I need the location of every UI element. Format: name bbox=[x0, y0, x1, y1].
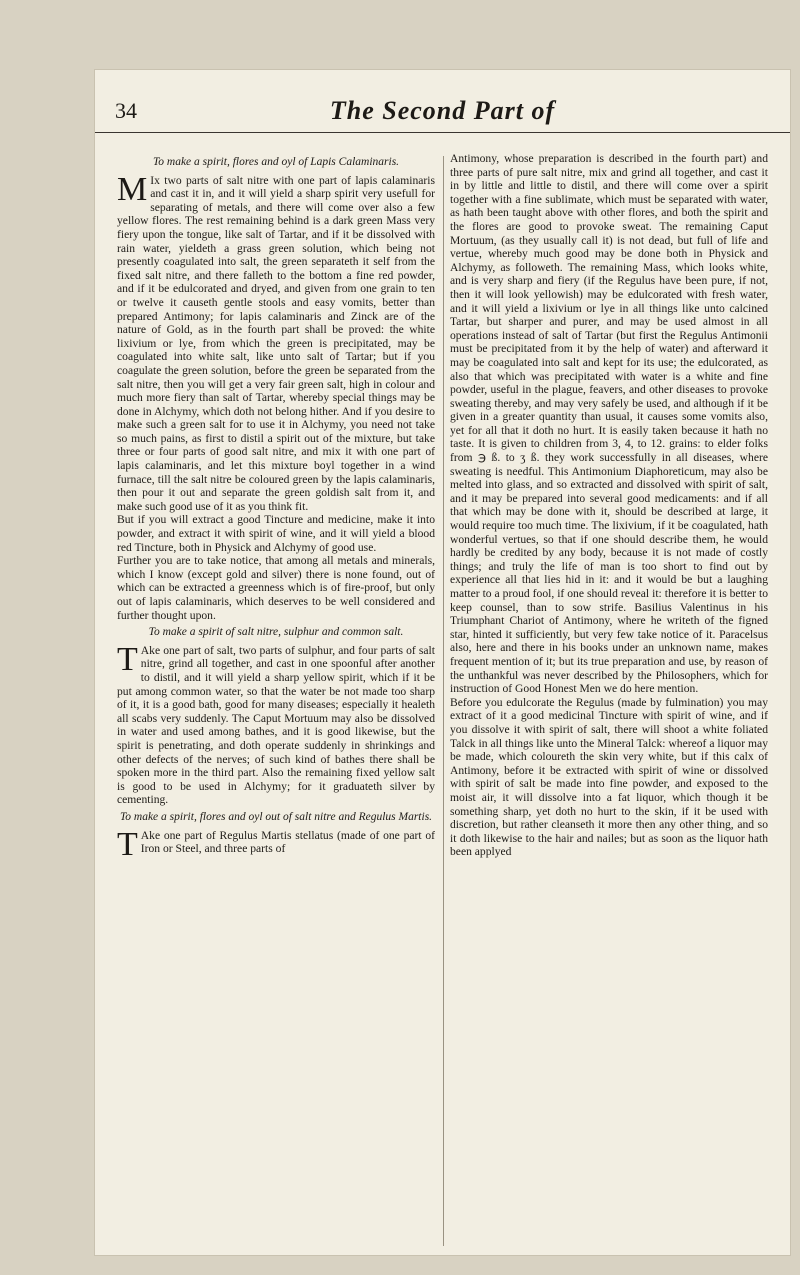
column-divider bbox=[443, 156, 444, 1246]
paragraph-text: But if you will extract a good Tincture and medicine, make it into powder, and extract it with spirit of wine, and it will yield a blood red Tincture, both in Physick and Alchymy of good use. bbox=[117, 513, 435, 554]
paragraph-text: Antimony, whose preparation is described in the fourth part) and three parts of pure salt nitre, mix and grind all together, and cast it in by little and little to distil, and there will come over a spirit together with a fine sublimate, which must be separated with water, as hath been taught above with other flores, and both the spirit and the flores are good to provoke sweat. The remaining Caput Mortuum, (as they usually call it) is not dead, but full of life and vertue, whereby much good may be done both in Physick and Alchymy, as followeth. The remaining Mass, which looks white, and is very sharp and fiery (if the Regulus have been pure, if not, then it will look yellowish) may be edulcorated with fresh water, and it will yield a lixivium or lye in all things like unto calcined Tartar, but sharper and purer, and may be used almost in all operations instead of salt of Tartar (but first the Regulus Antimonii must be precipitated from it by the help of water) and afterward it may be coagulated into salt and kept for its use; the edulcorated, as also that which was precipitated with water is a white and fine powder, useful in the plague, feavers, and other diseases to provoke sweating thereby, and may very safely be used, and although if it be given in a greater quantity than usual, it causes some vomits also, yet for all that it doth no hurt. It is easily taken because it hath no taste. It is given to children from 3, 4, to 12. grains: to elder folks from ℈ ß. to ʒ ß. they work successfully in all diseases, where sweating is needful. This Antimonium Diaphoreticum, may also be melted into glass, and so extracted and dissolved with spirit of salt, and it may be prepared into several good medicaments: and if all that which may be done with it, should be described at large, it would require too much time. The lixivium, if it be coagulated, hath wonderful vertues, so that if one should describe them, he would hardly be credited by any body, because it is not made of costly things; and truly the life of man is too short to find out by experience all that lies hid in it: and it would be but a laughing matter to a proud fool, if one should reveal it: therefore it is better to keep counsel, than to sow strife. Basilius Valentinus in his Triumphant Chariot of Antimony, where he writeth of the figned star, hinted it sufficiently, but very few take notice of it. Paracelsus also, here and there in his books under an unknown name, makes frequent mention of it; but its true preparation and use, by reason of the unthankful was never described by the Philosophers, which for instruction of Good Honest Men we do here mention. bbox=[450, 152, 768, 696]
paragraph-text: Ake one part of salt, two parts of sulphur, and four parts of salt nitre, grind all together, and cast in one spoonful after another to distil, and it will yield a sharp yellow spirit, which if it be put among common water, so that the water be not made too sharp of it, it is a good bath, good for many diseases; especially it healeth all scabs very suddenly. The Caput Mortuum may also be dissolved in water and used among bathes, and it is good likewise, but the spirit is penetrating, and doth operate suddenly in shrinkings and other defects of the nerves; of such kind of bathes there shall be spoken more in the third part. Also the remaining fixed yellow salt is good to be used in Alchymy; for it graduateth silver by cementing. bbox=[117, 643, 435, 807]
section-heading: To make a spirit, flores and oyl out of salt nitre and Regulus Martis. bbox=[119, 810, 433, 823]
drop-cap: T bbox=[117, 825, 138, 863]
section-heading: To make a spirit, flores and oyl of Lapis Calaminaris. bbox=[152, 156, 400, 168]
paragraph bbox=[117, 513, 435, 554]
header-rule bbox=[95, 132, 790, 133]
running-title: The Second Part of bbox=[329, 96, 556, 125]
paragraph bbox=[450, 152, 768, 696]
paragraph-text: Further you are to take notice, that among all metals and minerals, which I know (except gold and silver) there is none found, out of which can be extracted a greenness which is of fire-proof, but only out of lapis calaminaris, which deserves to be well considered and further thought upon. bbox=[117, 554, 435, 622]
section-heading: To make a spirit of salt nitre, sulphur and common salt. bbox=[148, 626, 404, 639]
paragraph bbox=[117, 640, 435, 807]
drop-cap: M bbox=[117, 170, 148, 208]
paragraph bbox=[450, 696, 768, 859]
paragraph bbox=[117, 170, 435, 514]
paragraph-text: Before you edulcorate the Regulus (made by fulmination) you may extract of it a good medicinal Tincture with spirit of wine, and if you dissolve it with spirit of salt, there will shoot a white foliated Talck in all things like unto the Mineral Talck: whereof a liquor may be made, which coloureth the skin very white, but if this calx of Antimony, before it be extracted with spirit of wine or dissolved with spirit of salt be made into fine powder, and exposed to the moist air, it will dissolve into a fat liquor, which though it be something sharp, yet doth no hurt to the skin, if it be used with discretion, but rather cleanseth it more then any other thing, and so it doth likewise to the hair and nailes; but as soon as the liquor hath been applyed bbox=[450, 695, 768, 859]
paragraph-text: Ake one part of Regulus Martis stellatus (made of one part of Iron or Steel, and three parts of bbox=[140, 828, 435, 856]
paragraph bbox=[117, 554, 435, 622]
book-page bbox=[95, 70, 790, 1255]
drop-cap: T bbox=[117, 640, 138, 678]
right-column bbox=[450, 152, 768, 859]
paragraph-text: Ix two parts of salt nitre with one part of lapis calaminaris and cast it in, and it will yield a sharp spirit very usefull for separating of metals, and there will come over also a few yellow flores. The rest remaining behind is a dark green Mass very fiery upon the tongue, like salt of Tartar, and if it be dissolved with rain water, yieldeth a grass green solution, which being not presently coagulated into salt, the green separateth it self from the fixed salt nitre, and there falleth to the bottom a fine red powder, and if it be edulcorated and dryed, and given from one grain to ten or twelve it causeth gentle stools and easy vomits, better than prepared Antimony; for lapis calaminaris and Zinck are of the nature of Gold, as in the fourth part shall be proved: the white lixivium or lye, from which the green is precipitated, may be coagulated into white salt, like unto salt of Tartar; but if you coagulate the green solution, before the green be separated from the salt nitre, then you will get a very fair green salt, high in colour and much more fiery than salt of Tartar, whereby special things may be done in Alchymy, which doth not belong hither. And if you desire to make such a green salt for to use it in Alchymy, you need not take so much pains, as first to distil a spirit out of the mixture, but take three or four parts of good salt nitre, and mix it with one part of lapis calaminaris, and let this mixture boyl together in a wind furnace, till the salt nitre be coloured green by the lapis calaminaris, then pour it out and separate the green goldish salt from it, and make such good use of it as you think fit. bbox=[117, 173, 435, 513]
left-column bbox=[117, 152, 435, 863]
paragraph bbox=[117, 825, 435, 863]
page-number: 34 bbox=[115, 98, 137, 123]
